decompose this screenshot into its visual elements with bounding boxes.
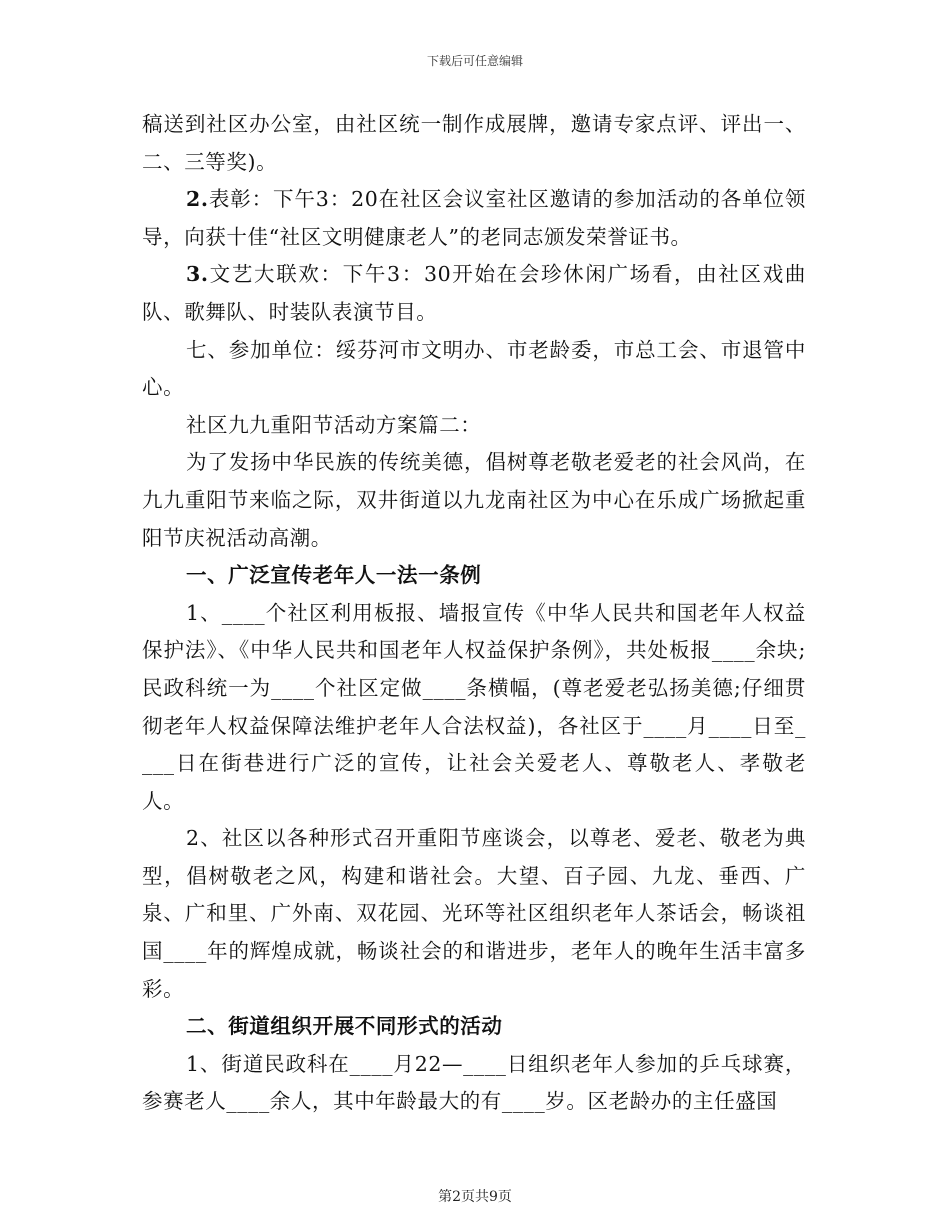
- paragraph-text: 表彰：下午3：20在社区会议室社区邀请的参加活动的各单位领导，向获十佳“社区文明健康老人”的老同志颁发荣誉证书。: [142, 187, 806, 249]
- page-header-note: 下载后可任意编辑: [426, 54, 523, 68]
- item-number: 2.: [186, 187, 209, 212]
- document-body: [142, 106, 806, 1121]
- paragraph: [142, 256, 806, 331]
- paragraph: 2、社区以各种形式召开重阳节座谈会，以尊老、爱老、敬老为典型，倡树敬老之风，构建和谐社会。大望、百子园、九龙、垂西、广泉、广和里、广外南、双花园、光环等社区组织老年人茶话会，畅谈祖国____年的辉煌成就，畅谈社会的和谐进步，老年人的晚年生活丰富多彩。: [142, 826, 806, 1001]
- item-number: 3.: [186, 262, 209, 287]
- page-number: 第2页共9页: [438, 1189, 512, 1205]
- section-heading: 二、街道组织开展不同形式的活动: [186, 1014, 503, 1039]
- section-title: 社区九九重阳节活动方案篇二：: [186, 412, 482, 437]
- paragraph: 1、街道民政科在____月22—____日组织老年人参加的乒乓球赛，参赛老人____余人，其中年龄最大的有____岁。区老龄办的主任盛国: [142, 1051, 806, 1114]
- paragraph: 为了发扬中华民族的传统美德，倡树尊老敬老爱老的社会风尚，在九九重阳节来临之际，双井街道以九龙南社区为中心在乐成广场掀起重阳节庆祝活动高潮。: [142, 450, 806, 550]
- paragraph-text: 文艺大联欢：下午3：30开始在会珍休闲广场看，由社区戏曲队、歌舞队、时装队表演节目。: [142, 262, 806, 324]
- paragraph: 1、____个社区利用板报、墙报宣传《中华人民共和国老年人权益保护法》、《中华人民共和国老年人权益保护条例》，共处板报____余块;民政科统一为____个社区定做____条横幅，(尊老爱老弘扬美德;仔细贯彻老年人权益保障法维护老年人合法权益)，各社区于____月____日至____日在街巷进行广泛的宣传，让社会关爱老人、尊敬老人、孝敬老人。: [142, 600, 806, 813]
- paragraph: [142, 181, 806, 256]
- paragraph: 七、参加单位：绥芬河市文明办、市老龄委，市总工会、市退管中心。: [142, 337, 806, 400]
- paragraph: 稿送到社区办公室，由社区统一制作成展牌，邀请专家点评、评出一、二、三等奖)。: [142, 112, 806, 174]
- section-heading: 一、广泛宣传老年人一法一条例: [186, 563, 482, 588]
